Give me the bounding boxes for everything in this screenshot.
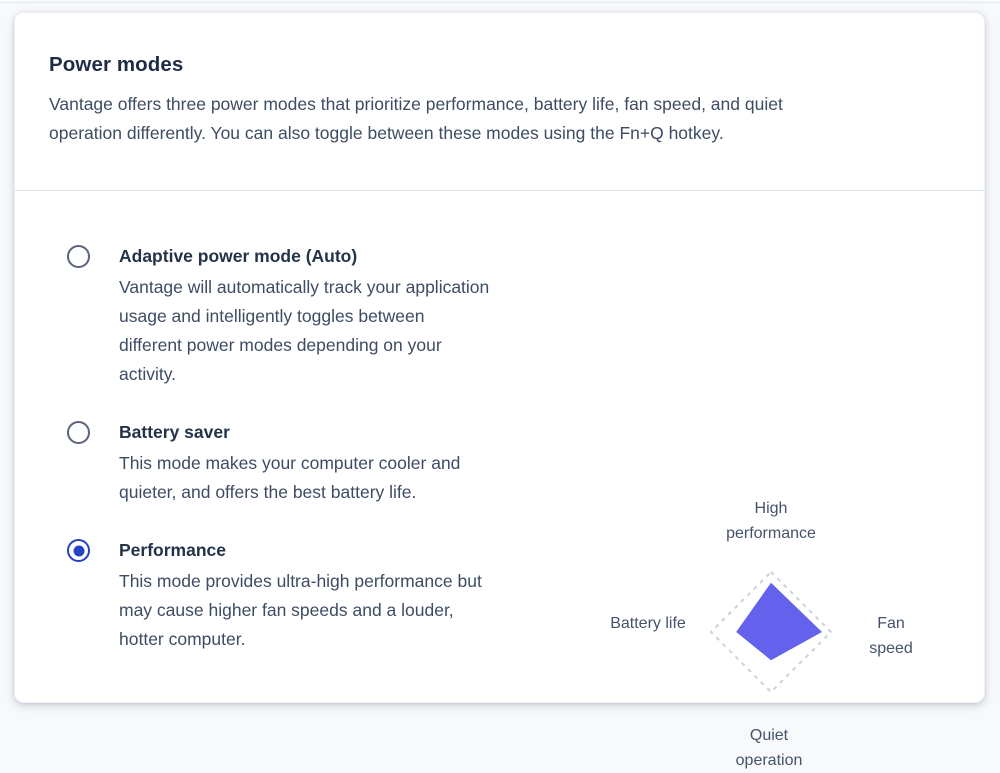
radar-svg bbox=[691, 552, 851, 712]
option-title: Battery saver bbox=[119, 422, 230, 442]
desc-line: activity. bbox=[119, 364, 177, 384]
desc-line: usage and intelligently toggles between bbox=[119, 306, 425, 326]
desc-line: may cause higher fan speeds and a louder, bbox=[119, 600, 454, 620]
card-content bbox=[15, 190, 984, 769]
option-title: Adaptive power mode (Auto) bbox=[119, 246, 358, 266]
power-mode-radar-chart bbox=[15, 190, 984, 769]
desc-line: This mode provides ultra-high performance but bbox=[119, 571, 482, 591]
axis-label-fan-speed: Fan speed bbox=[869, 615, 913, 657]
page-top-divider bbox=[0, 2, 1000, 3]
power-modes-card bbox=[14, 12, 985, 769]
intro-paragraph bbox=[49, 90, 950, 148]
page-title: Power modes bbox=[49, 53, 184, 76]
desc-line: different power modes depending on your bbox=[119, 335, 442, 355]
desc-line: quieter, and offers the best battery life. bbox=[119, 482, 417, 502]
axis-label-battery-life: Battery life bbox=[610, 615, 686, 632]
option-title: Performance bbox=[119, 540, 226, 560]
axis-label-quiet-operation: Quiet operation bbox=[735, 727, 803, 769]
axis-label-high-performance: High performance bbox=[726, 500, 816, 542]
desc-line: Vantage will automatically track your application bbox=[119, 277, 490, 297]
intro-line-2: operation differently. You can also toggle between these modes using the Fn+Q hotkey. bbox=[49, 123, 724, 143]
desc-line: hotter computer. bbox=[119, 629, 246, 649]
card-header bbox=[15, 13, 984, 148]
desc-line: This mode makes your computer cooler and bbox=[119, 453, 461, 473]
intro-line-1: Vantage offers three power modes that prioritize performance, battery life, fan speed, and quiet bbox=[49, 94, 783, 114]
